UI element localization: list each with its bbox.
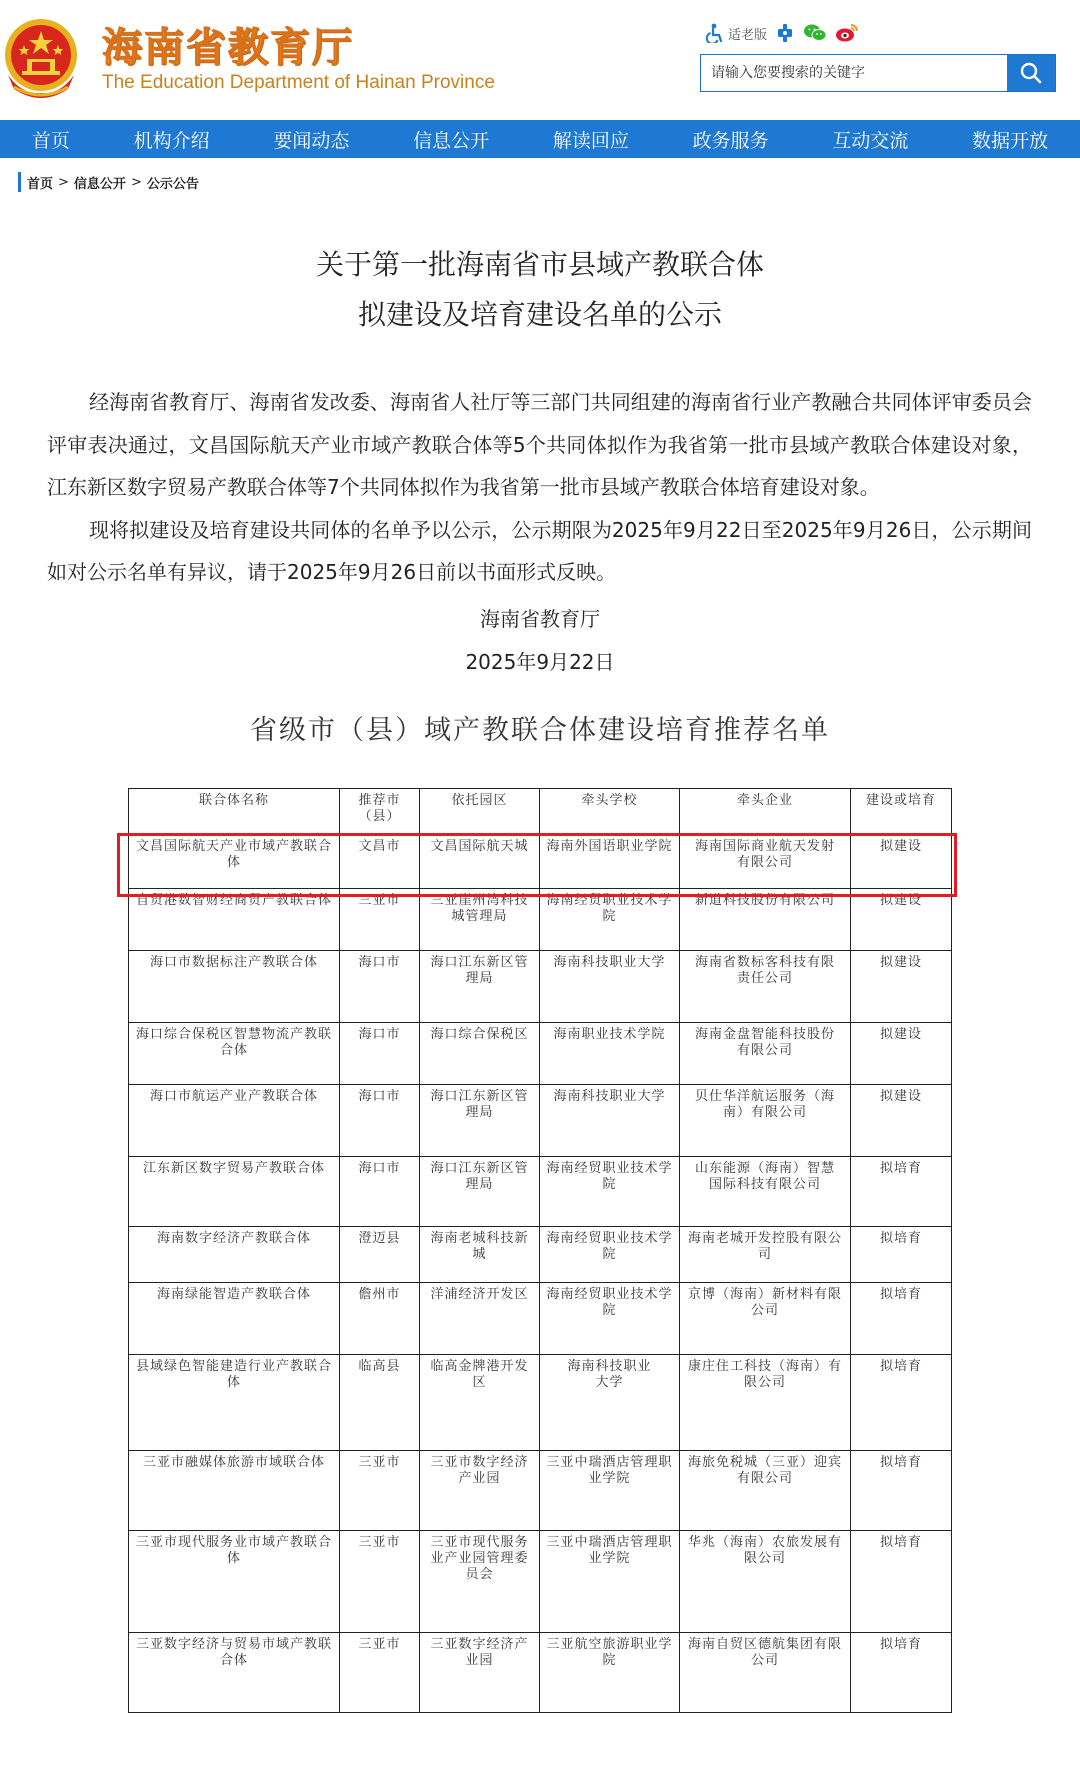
table-cell: 海南经贸职业技术学院 [540,1157,680,1227]
table-row [129,889,952,951]
nav-item-about[interactable]: 机构介绍 [133,129,210,152]
table-cell: 三亚市融媒体旅游市域联合体 [129,1451,340,1531]
table-cell: 拟建设 [851,889,952,951]
table-cell: 三亚市现代服务业市域产教联合体 [129,1531,340,1633]
table-cell: 华兆（海南）农旅发展有限公司 [680,1531,851,1633]
breadcrumb [18,172,199,192]
table-row [129,1355,952,1451]
table-cell: 拟培育 [851,1355,952,1451]
table-header-cell: 联合体名称 [129,789,340,835]
table-cell: 海口江东新区管理局 [420,1157,540,1227]
table-cell: 海口市数据标注产教联合体 [129,951,340,1023]
signoff-date: 2025年9月22日 [465,650,615,674]
table-row [129,1633,952,1713]
table-cell: 江东新区数字贸易产教联合体 [129,1157,340,1227]
table-cell: 海口市 [340,1023,420,1085]
table-cell: 海南金盘智能科技股份 有限公司 [680,1023,851,1085]
table-row [129,835,952,889]
nav-item-interaction[interactable]: 互动交流 [832,129,909,152]
table-cell: 京博（海南）新材料有限 公司 [680,1283,851,1355]
article-title [0,240,1080,340]
table-cell: 三亚市现代服务业产业园管理委员会 [420,1531,540,1633]
table-cell: 海口市 [340,1157,420,1227]
table-cell: 三亚市 [340,1451,420,1531]
table-row [129,1451,952,1531]
table-row [129,1227,952,1283]
table-cell: 海口江东新区管理局 [420,951,540,1023]
table-cell: 三亚数字经济与贸易市域产教联合体 [129,1633,340,1713]
table-cell: 康庄住工科技（海南）有限公司 [680,1355,851,1451]
table-cell: 海南经贸职业技术学院 [540,889,680,951]
table-cell: 海口综合保税区 [420,1023,540,1085]
table-cell: 海口综合保税区智慧物流产教联合体 [129,1023,340,1085]
site-subtitle: The Education Department of Hainan Province [102,72,495,93]
search-button[interactable] [1007,55,1055,91]
table-cell: 澄迈县 [340,1227,420,1283]
table-cell: 拟培育 [851,1157,952,1227]
nav-item-news[interactable]: 要闻动态 [273,129,350,152]
table-cell: 三亚市 [340,1531,420,1633]
table-header-cell: 牵头企业 [680,789,851,835]
table-cell: 海口市 [340,951,420,1023]
table-header-cell: 建设或培育 [851,789,952,835]
header-tools [706,22,859,44]
table-header-cell: 依托园区 [420,789,540,835]
table-cell: 海南老城科技新城 [420,1227,540,1283]
table-cell: 三亚数字经济产业园 [420,1633,540,1713]
table-cell: 三亚市数字经济 产业园 [420,1451,540,1531]
table-cell: 海南科技职业 大学 [540,1355,680,1451]
table-row [129,1085,952,1157]
table-cell: 拟建设 [851,1023,952,1085]
table-cell: 海口江东新区管理局 [420,1085,540,1157]
elder-mode-link[interactable] [706,23,767,43]
table-cell: 临高金牌港开发区 [420,1355,540,1451]
table-cell: 海南自贸区德航集团有限 公司 [680,1633,851,1713]
table-cell: 文昌市 [340,835,420,889]
breadcrumb-separator: > [58,174,69,190]
table-row [129,951,952,1023]
table-row [129,1531,952,1633]
table-cell: 拟建设 [851,951,952,1023]
nav-item-open-data[interactable]: 数据开放 [972,129,1049,152]
breadcrumb-home[interactable]: 首页 [27,176,54,192]
table-cell: 海口市 [340,1085,420,1157]
table-cell: 三亚市 [340,889,420,951]
table-cell: 海南老城开发控股有限公司 [680,1227,851,1283]
article-title-line-2: 拟建设及培育建设名单的公示 [357,298,722,331]
table-cell: 海旅免税城（三亚）迎宾 有限公司 [680,1451,851,1531]
table-row [129,1157,952,1227]
table-cell: 海南经贸职业技术学院 [540,1227,680,1283]
table-cell: 三亚中瑞酒店管理职业学院 [540,1531,680,1633]
table-cell: 海南经贸职业技术学院 [540,1283,680,1355]
table-cell: 三亚崖州湾科技城管理局 [420,889,540,951]
table-cell: 儋州市 [340,1283,420,1355]
table-cell: 海南省数标客科技有限 责任公司 [680,951,851,1023]
site-title[interactable]: 海南省教育厅 [102,25,354,71]
table-cell: 海南绿能智造产教联合体 [129,1283,340,1355]
nav-item-home[interactable]: 首页 [31,129,70,152]
article-body [47,381,1032,594]
table-cell: 新道科技股份有限公司 [680,889,851,951]
table-cell: 海南职业技术学院 [540,1023,680,1085]
table-cell: 临高县 [340,1355,420,1451]
table-header-row [129,789,952,835]
table-cell: 海南外国语职业学院 [540,835,680,889]
elder-mode-label: 适老版 [728,27,768,43]
breadcrumb-current[interactable]: 公示公告 [146,176,199,192]
article-paragraph-2: 现将拟建设及培育建设共同体的名单予以公示，公示期限为2025年9月22日至2025年9月26日，公示期间如对公示名单有异议，请于2025年9月26日前以书面形式反映。 [47,517,1032,584]
table-cell: 拟培育 [851,1451,952,1531]
table-cell: 三亚中瑞酒店管理职业学院 [540,1451,680,1531]
table-cell: 三亚航空旅游职业学院 [540,1633,680,1713]
signoff-org: 海南省教育厅 [480,607,600,631]
accessibility-icon [706,23,724,43]
search-box [700,54,1056,92]
search-icon [1019,61,1043,85]
search-input[interactable] [701,55,1007,91]
table-header-cell: 牵头学校 [540,789,680,835]
table-row [129,1283,952,1355]
article-paragraph-1: 经海南省教育厅、海南省发改委、海南省人社厅等三部门共同组建的海南省行业产教融合共同体评审委员会评审表决通过，文昌国际航天产业市域产教联合体等5个共同体拟作为我省第一批市县域产教联合体建设对象，江东新区数字贸易产教联合体等7个共同体拟作为我省第一批市县域产教联合体培育建设对象。 [47,390,1032,499]
table-cell: 拟培育 [851,1227,952,1283]
table-cell: 拟建设 [851,835,952,889]
breadcrumb-section[interactable]: 信息公开 [73,176,126,192]
nav-item-gov-services[interactable]: 政务服务 [692,129,769,152]
table-cell: 海南国际商业航天发射 有限公司 [680,835,851,889]
table-row [129,1023,952,1085]
table-cell: 拟培育 [851,1633,952,1713]
table-cell: 洋浦经济开发区 [420,1283,540,1355]
table-cell: 县域绿色智能建造行业产教联合体 [129,1355,340,1451]
table-cell: 拟培育 [851,1531,952,1633]
table-cell: 海南科技职业大学 [540,951,680,1023]
table-cell: 海南数字经济产教联合体 [129,1227,340,1283]
table-cell: 三亚市 [340,1633,420,1713]
site-header [0,0,1080,120]
nav-item-info-disclosure[interactable]: 信息公开 [413,129,490,152]
wechat-icon[interactable] [803,23,827,43]
list-title: 省级市（县）域产教联合体建设培育推荐名单 [250,715,830,746]
national-emblem-icon[interactable] [2,15,80,99]
table-cell: 贝仕华洋航运服务（海南）有限公司 [680,1085,851,1157]
breadcrumb-separator: > [130,174,142,190]
table-cell: 海南科技职业大学 [540,1085,680,1157]
table-cell: 拟培育 [851,1283,952,1355]
table-cell: 海口市航运产业产教联合体 [129,1085,340,1157]
table-cell: 山东能源（海南）智慧 国际科技有限公司 [680,1157,851,1227]
table-cell: 文昌国际航天产业市域产教联合体 [129,835,340,889]
table-header-cell: 推荐市 （县） [340,789,420,835]
nav-item-interpretation[interactable]: 解读回应 [552,129,629,152]
table-cell: 文昌国际航天城 [420,835,540,889]
article-title-line-1: 关于第一批海南省市县域产教联合体 [315,248,764,281]
table-cell: 拟建设 [851,1085,952,1157]
recommendation-table [128,788,952,1713]
mobile-app-icon[interactable] [775,23,795,43]
table-cell: 自贸港数智财经商贸产教联合体 [129,889,340,951]
main-nav [0,120,1080,158]
weibo-icon[interactable] [835,23,859,43]
